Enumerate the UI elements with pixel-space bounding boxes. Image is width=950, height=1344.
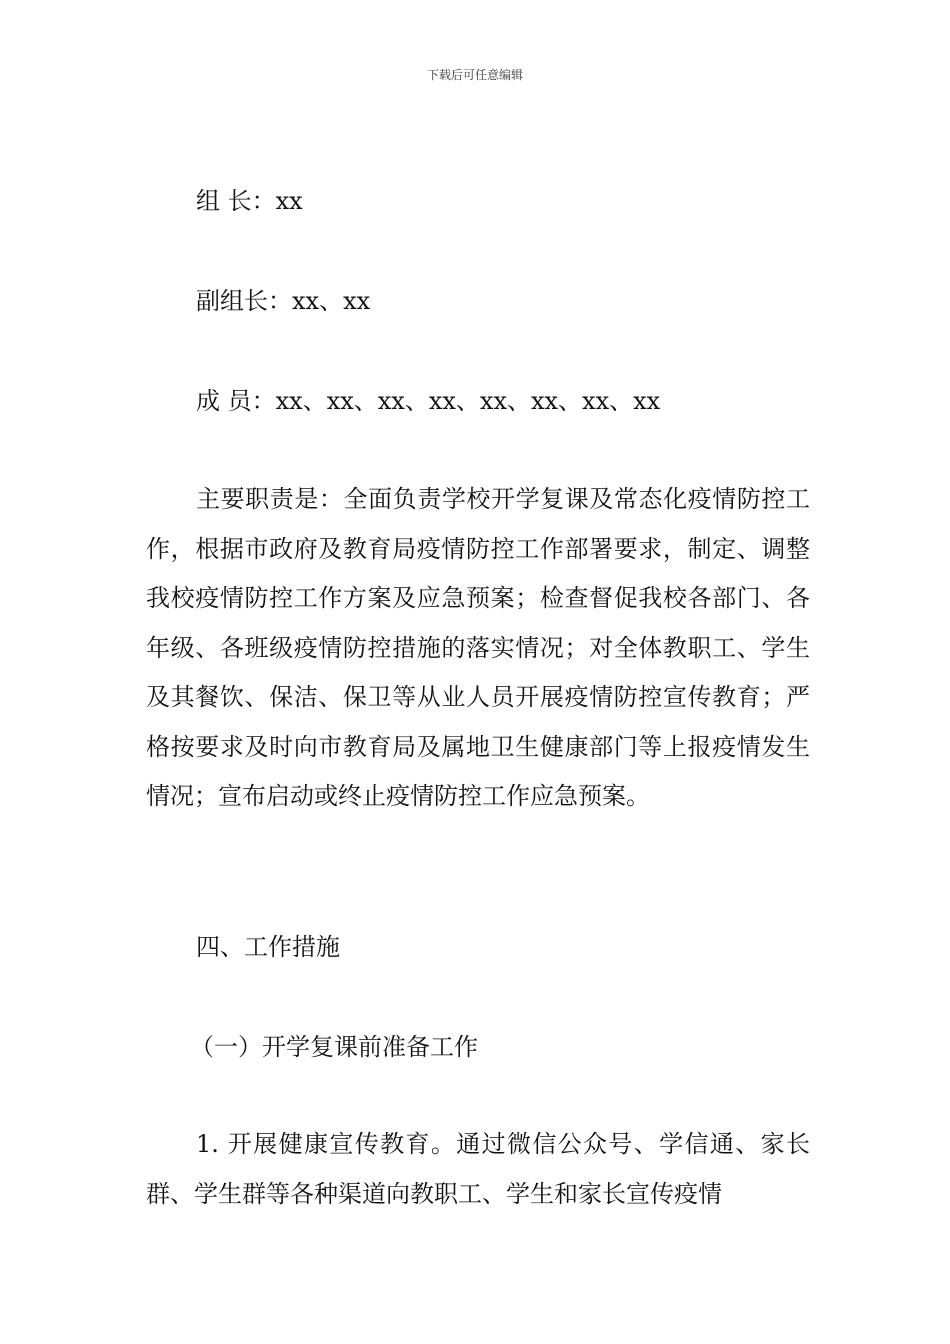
members-line: 成 员：xx、xx、xx、xx、xx、xx、xx、xx (196, 387, 661, 415)
subsection-heading: （一）开学复课前准备工作 (190, 1033, 478, 1061)
measure-item-1: 1. 开展健康宣传教育。通过微信公众号、学信通、家长群、学生群等各种渠道向教职工、学生和家长宣传疫情 (146, 1130, 810, 1208)
section-heading: 四、工作措施 (196, 933, 340, 961)
duties-paragraph: 主要职责是：全面负责学校开学复课及常态化疫情防控工作，根据市政府及教育局疫情防控工作部署要求，制定、调整我校疫情防控工作方案及应急预案；检查督促我校各部门、各年级、各班级疫情防控措施的落实情况；对全体教职工、学生及其餐饮、保洁、保卫等从业人员开展疫情防控宣传教育；严格按要求及时向市教育局及属地卫生健康部门等上报疫情发生情况；宣布启动或终止疫情防控工作应急预案。 (146, 485, 810, 810)
leader-line: 组 长：xx (196, 187, 303, 215)
page-header-note: 下载后可任意编辑 (426, 68, 523, 82)
deputy-leader-line: 副组长：xx、xx (196, 287, 371, 315)
